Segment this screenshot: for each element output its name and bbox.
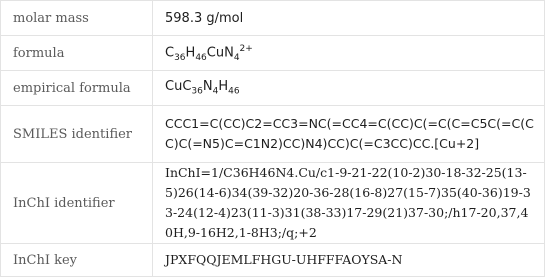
table-row — [1, 244, 545, 277]
table-row — [1, 106, 545, 163]
formula-part: Cu — [165, 79, 183, 95]
formula-sub: 46 — [195, 52, 207, 63]
molar-mass-value: 598.3 g/mol — [153, 1, 545, 36]
formula-sub: 46 — [228, 86, 240, 97]
table-row — [1, 163, 545, 244]
formula-part: H — [218, 79, 229, 95]
formula-part: N — [202, 79, 213, 95]
empirical-formula-value — [153, 71, 545, 106]
formula-part: C — [165, 44, 175, 60]
formula-sub: 36 — [191, 86, 203, 97]
smiles-value: CCC1=C(CC)C2=CC3=NC(=CC4=C(CC)C(=C(C=C5C(=C(CC)C(=N5)C=C1N2)CC)N4)CC)C(=C3CC)CC.[Cu+2] — [153, 106, 545, 163]
formula-sub: 4 — [212, 86, 219, 97]
table-row — [1, 71, 545, 106]
formula-value — [153, 36, 545, 71]
inchi-value: InChI=1/C36H46N4.Cu/c1-9-21-22(10-2)30-18-32-25(13-5)26(14-6)34(39-32)20-36-28(16-8)27(15-7)35(40-36)19-33-24(12-4)23(11-3)31(38-33)17-29(21)37-30;/h17-20,37,40H,9-16H2,1-8H3;/q;+2 — [153, 163, 545, 244]
row-label: empirical formula — [1, 71, 153, 106]
table-row — [1, 36, 545, 71]
formula-sub: 4 — [233, 52, 240, 63]
formula-part: H — [185, 44, 196, 60]
table-row — [1, 1, 545, 36]
formula-part: C — [182, 79, 192, 95]
formula-charge: 2+ — [239, 43, 253, 54]
row-label: InChI identifier — [1, 163, 153, 244]
row-label: SMILES identifier — [1, 106, 153, 163]
formula-part: CuN — [206, 44, 234, 60]
row-label: molar mass — [1, 1, 153, 36]
formula-sub: 36 — [174, 52, 186, 63]
row-label: InChI key — [1, 244, 153, 277]
inchi-key-value: JPXFQQJEMLFHGU-UHFFFAOYSA-N — [153, 244, 545, 277]
row-label: formula — [1, 36, 153, 71]
